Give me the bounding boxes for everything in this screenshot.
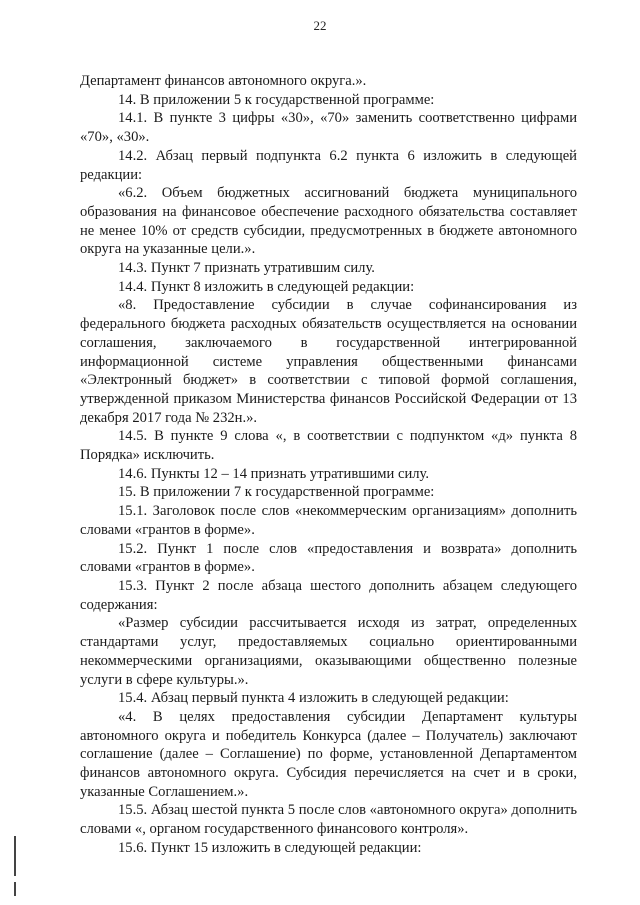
document-paragraph: 14. В приложении 5 к государственной программе: — [118, 91, 435, 108]
document-body — [80, 72, 577, 858]
document-paragraph: «6.2. Объем бюджетных ассигнований бюджета муниципального образования на финансовое обеспечение расходного обязательства составляет не менее 10% от средств субсидии, предусмотренных в бюджете автономного округа на указанные цели.». — [80, 185, 577, 258]
document-paragraph: «4. В целях предоставления субсидии Департамент культуры автономного округа и победитель Конкурса (далее – Получатель) заключают соглашение (далее – Соглашение) по форме, установленной Департаментом финансов автономного округа. Субсидия перечисляется на счет и в сроки, указанные Соглашением.». — [80, 708, 577, 800]
scan-margin-mark — [14, 836, 16, 876]
document-paragraph: 15.3. Пункт 2 после абзаца шестого дополнить абзацем следующего содержания: — [80, 577, 577, 613]
document-paragraph: 14.1. В пункте 3 цифры «30», «70» заменить соответственно цифрами «70», «30». — [80, 110, 577, 146]
document-paragraph: 14.6. Пункты 12 – 14 признать утратившими силу. — [118, 465, 430, 482]
document-paragraph: 14.4. Пункт 8 изложить в следующей редакции: — [118, 278, 415, 295]
document-paragraph: 15. В приложении 7 к государственной программе: — [118, 484, 435, 501]
document-paragraph: 15.1. Заголовок после слов «некоммерческим организациям» дополнить словами «грантов в форме». — [80, 503, 577, 538]
document-paragraph: «8. Предоставление субсидии в случае софинансирования из федерального бюджета расходных обязательств осуществляется на основании соглашения, заключаемого в государственной интегрированной информационной системе управления общественными финансами «Электронный бюджет» в соответствии с типовой формой соглашения, утвержденной приказом Министерства финансов Российской Федерации от 13 декабря 2017 года № 232н.». — [80, 297, 577, 426]
scan-margin-mark — [14, 882, 16, 896]
document-paragraph: 15.5. Абзац шестой пункта 5 после слов «автономного округа» дополнить словами «, органом государственного финансового контроля». — [80, 802, 577, 838]
document-paragraph: 15.6. Пункт 15 изложить в следующей редакции: — [118, 839, 422, 856]
document-paragraph: «Размер субсидии рассчитывается исходя из затрат, определенных стандартами услуг, предоставляемых социально ориентированными некоммерческими организациями, оказывающими общественно полезные услуги в сфере культуры.». — [80, 615, 577, 688]
page-number: 22 — [313, 18, 327, 33]
document-paragraph: Департамент финансов автономного округа.». — [80, 73, 367, 89]
document-paragraph: 14.2. Абзац первый подпункта 6.2 пункта 6 изложить в следующей редакции: — [80, 147, 577, 183]
document-paragraph: 14.5. В пункте 9 слова «, в соответствии с подпунктом «д» пункта 8 Порядка» исключить. — [80, 428, 577, 464]
document-paragraph: 15.2. Пункт 1 после слов «предоставления и возврата» дополнить словами «грантов в форме». — [80, 540, 577, 576]
document-paragraph: 15.4. Абзац первый пункта 4 изложить в следующей редакции: — [118, 690, 509, 707]
document-paragraph: 14.3. Пункт 7 признать утратившим силу. — [118, 260, 375, 277]
